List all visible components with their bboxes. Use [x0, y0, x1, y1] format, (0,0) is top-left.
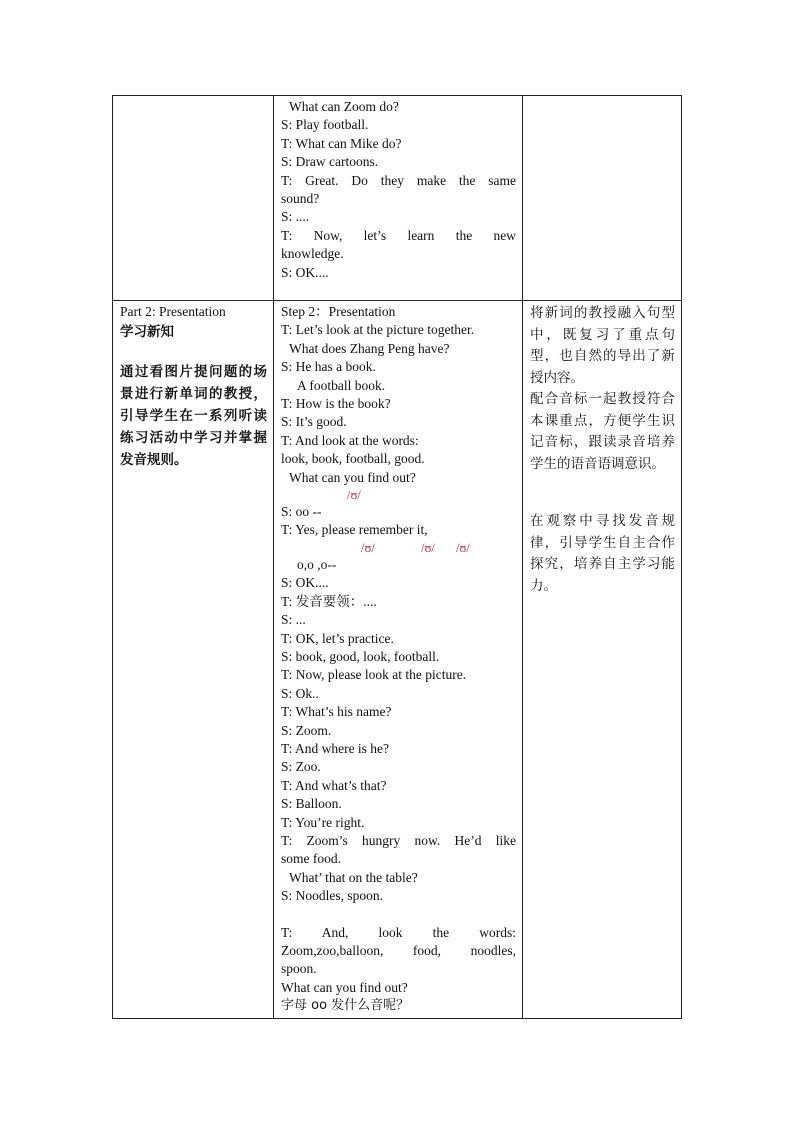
table-row — [113, 96, 682, 301]
table-row — [113, 301, 682, 1019]
row2-col2 — [274, 301, 523, 1019]
dialogue-line: S: ... — [281, 612, 306, 628]
dialogue-line: sound? — [281, 191, 320, 207]
row1-col2 — [274, 96, 523, 301]
dialogue-line: S: oo -- — [281, 504, 322, 520]
dialogue-line: S: Balloon. — [281, 796, 342, 812]
dialogue-line: T: 发音要领：.... — [281, 593, 377, 609]
dialogue-line: T: What’s his name? — [281, 704, 392, 720]
dialogue-line: S: OK.... — [281, 575, 329, 591]
phonetic-symbol: /ʊ/ — [456, 540, 470, 555]
dialogue-line: S: Zoo. — [281, 759, 321, 775]
dialogue-line: T: And, look the words: — [281, 924, 516, 940]
row1-col1 — [113, 96, 274, 301]
dialogue-line: S: He has a book. — [281, 359, 376, 375]
dialogue-line: T: And what’s that? — [281, 777, 387, 793]
step-title: Step 2：Presentation — [281, 304, 396, 319]
dialogue-line: T: What can Mike do? — [281, 135, 402, 151]
dialogue-line: S: Ok.. — [281, 685, 319, 701]
dialogue-line: look, book, football, good. — [281, 451, 425, 467]
dialogue-line: 字母 oo 发什么音呢？ — [281, 998, 410, 1014]
dialogue-line: S: Zoom. — [281, 722, 332, 738]
dialogue-line: T: Great. Do they make the same — [281, 172, 516, 188]
phonetic-symbol: /ʊ/ — [361, 540, 375, 555]
dialogue-line: A football book. — [297, 377, 386, 393]
dialogue-line: What can you find out? — [281, 979, 408, 995]
part-subtitle: 学习新知 — [120, 324, 174, 340]
dialogue-line: S: Noodles, spoon. — [281, 888, 384, 904]
lesson-plan-table — [112, 95, 682, 1019]
dialogue-line: S: OK.... — [281, 264, 329, 280]
dialogue-line: T: Now, please look at the picture. — [281, 667, 467, 683]
dialogue-line: knowledge. — [281, 246, 344, 262]
dialogue-line: spoon. — [281, 961, 317, 977]
dialogue-line: T: Yes, please remember it, — [281, 522, 428, 538]
design-note: 在观察中寻找发音规律，引导学生自主合作探究，培养自主学习能力。 — [530, 513, 675, 594]
dialogue-line: What can you find out? — [289, 469, 416, 485]
dialogue-line: S: Play football. — [281, 117, 369, 133]
dialogue-line: What’ that on the table? — [289, 869, 418, 885]
dialogue-line: S: book, good, look, football. — [281, 648, 440, 664]
part-title: Part 2: Presentation — [120, 304, 226, 319]
dialogue-line: T: How is the book? — [281, 396, 391, 412]
phonetic-row — [281, 540, 516, 556]
dialogue-line: T: Now, let’s learn the new — [281, 227, 516, 243]
dialogue-line: S: Draw cartoons. — [281, 154, 379, 170]
dialogue-line: S: .... — [281, 209, 310, 225]
dialogue-line: What can Zoom do? — [289, 99, 399, 114]
dialogue-line: T: You’re right. — [281, 814, 365, 830]
dialogue-line: T: And where is he? — [281, 740, 390, 756]
dialogue-line: o,o ,o-- — [297, 556, 337, 572]
phonetic-row — [281, 487, 516, 503]
design-note: 配合音标一起教授符合本课重点，方便学生识记音标，跟读录音培养学生的语音语调意识。 — [530, 391, 675, 472]
row1-col3 — [523, 96, 682, 301]
dialogue-line: S: It’s good. — [281, 414, 347, 430]
dialogue-line: T: And look at the words: — [281, 432, 419, 448]
part-description: 通过看图片提问题的场景进行新单词的教授，引导学生在一系列听读练习活动中学习并掌握发音规则。 — [120, 364, 267, 468]
dialogue-line: T: Let’s look at the picture together. — [281, 322, 475, 338]
dialogue-line: T: OK, let’s practice. — [281, 630, 394, 646]
dialogue-line: What does Zhang Peng have? — [289, 340, 450, 356]
row2-col1 — [113, 301, 274, 1019]
phonetic-symbol: /ʊ/ — [347, 488, 361, 503]
phonetic-symbol: /ʊ/ — [421, 540, 435, 555]
row2-col3 — [523, 301, 682, 1019]
dialogue-line: some food. — [281, 851, 341, 867]
dialogue-line: T: Zoom’s hungry now. He’d like — [281, 832, 516, 848]
dialogue-line: Zoom,zoo,balloon, food, noodles, — [281, 943, 516, 958]
design-note: 将新词的教授融入句型中，既复习了重点句型，也自然的导出了新授内容。 — [530, 305, 675, 386]
